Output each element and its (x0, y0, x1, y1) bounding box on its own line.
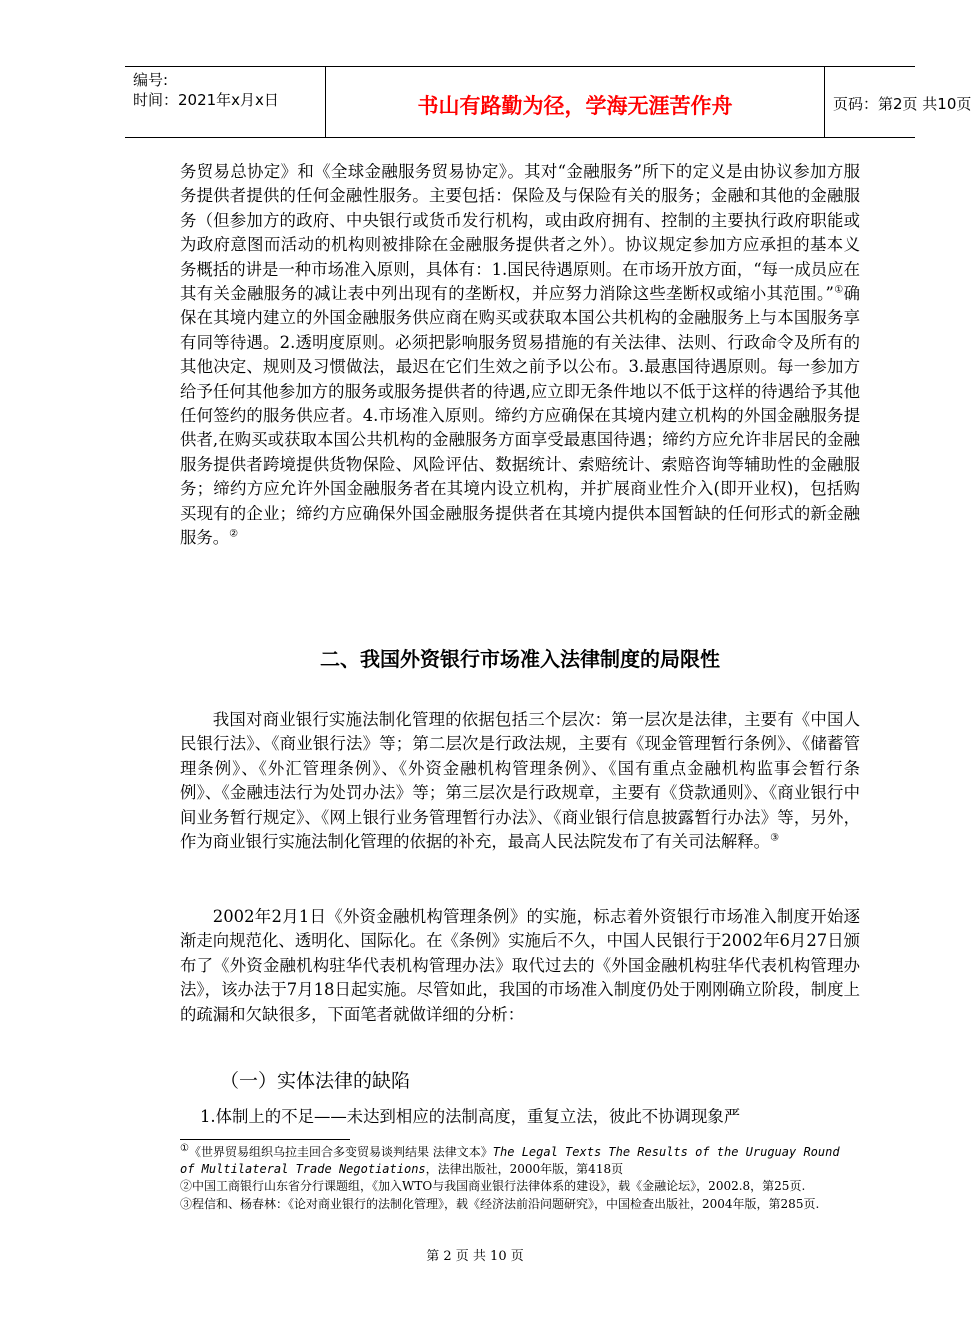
paragraph-3-text: 2002年2月1日《外资金融机构管理条例》的实施，标志着外资银行市场准入制度开始逐渐走向规范化、透明化、国际化。在《条例》实施后不久，中国人民银行于2002年6月27日颁布了《外资金融机构驻华代表机构管理办法》取代过去的《外国金融机构驻华代表机构管理办法》，该办法于7月18日起实施。尽管如此，我国的市场准入制度仍处于刚刚确立阶段，制度上的疏漏和欠缺很多，下面笔者就做详细的分析： (180, 907, 860, 1024)
paragraph-2 (180, 708, 860, 854)
number-label: 编号: (133, 71, 169, 89)
footnote-1-tail: ，法律出版社，2000年版，第418页 (425, 1161, 624, 1176)
footnote-ref-1[interactable]: ① (833, 284, 844, 296)
footnote-1 (180, 1144, 860, 1177)
footnote-ref-2[interactable]: ② (229, 528, 239, 540)
page-footer: 第 2 页 共 10 页 (426, 1249, 524, 1264)
paragraph-1-text: 务贸易总协定》和《全球金融服务贸易协定》。其对“金融服务”所下的定义是由协议参加方服务提供者提供的任何金融性服务。主要包括：保险及与保险有关的服务；金融和其他的金融服务（但参加方的政府、中央银行或货币发行机构，或由政府拥有、控制的主要执行政府职能或为政府意图而活动的机构则被排除在金融服务提供者之外）。协议规定参加方应承担的基本义务概括的讲是一种市场准入原则，具体有：1.国民待遇原则。在市场开放方面，“每一成员应在其有关金融服务的减让表中列出现有的垄断权，并应努力消除这些垄断权或缩小其范围。” (180, 162, 860, 304)
paragraph-1 (180, 160, 860, 551)
paragraph-3 (180, 905, 860, 1027)
time-label: 时间：2021年x月x日 (133, 91, 279, 109)
footnote-1-mark: ① (180, 1143, 189, 1154)
footnote-divider (180, 1139, 350, 1140)
subsection-title: （一）实体法律的缺陷 (220, 1070, 411, 1092)
section-title: 二、我国外资银行市场准入法律制度的局限性 (320, 647, 720, 671)
footnote-1-text: 《世界贸易组织乌拉圭回合多变贸易谈判结果 法律文本》 (188, 1145, 493, 1159)
footnote-3: ③程信和、杨春林：《论对商业银行的法制化管理》，载《经济法前沿问题研究》，中国检查出版社，2004年版，第285页. (180, 1196, 820, 1211)
footnote-1-english: The Legal Texts The Results of the Uruguay Round of Multilateral Trade Negotiations (180, 1145, 840, 1176)
header-motto-cell (326, 67, 825, 137)
page-code: 页码：第2页 共10页 (833, 95, 971, 113)
list-item-1: 1.体制上的不足——未达到相应的法制高度，重复立法，彼此不协调现象严 (200, 1107, 741, 1126)
footnote-2: ②中国工商银行山东省分行课题组，《加入WTO与我国商业银行法律体系的建设》，载《金融论坛》，2002.8，第25页. (180, 1179, 806, 1193)
header-meta-cell (125, 67, 326, 137)
header-page-cell (825, 67, 971, 137)
paragraph-1-cont: 确保在其境内建立的外国金融服务供应商在购买或获取本国公共机构的金融服务上与本国服务享有同等待遇。2.透明度原则。必须把影响服务贸易措施的有关法律、法则、行政命令及所有的其他决定、规则及习惯做法，最迟在它们生效之前予以公布。3.最惠国待遇原则。每一参加方给予任何其他参加方的服务或服务提供者的待遇,应立即无条件地以不低于这样的待遇给予其他任何签约的服务供应者。4.市场准入原则。缔约方应确保在其境内建立机构的外国金融服务提供者,在购买或获取本国公共机构的金融服务方面享受最惠国待遇；缔约方应允许非居民的金融服务提供者跨境提供货物保险、风险评估、数据统计、索赔统计、索赔咨询等辅助性的金融服务；缔约方应允许外国金融服务者在其境内设立机构，并扩展商业性介入(即开业权)，包括购买现有的企业；缔约方应确保外国金融服务提供者在其境内提供本国暂缺的任何形式的新金融服务。 (180, 284, 860, 548)
page-header (125, 66, 971, 138)
footnote-ref-3[interactable]: ③ (770, 832, 780, 844)
motto: 书山有路勤为径，学海无涯苦作舟 (417, 94, 733, 118)
footnotes (180, 1144, 860, 1213)
paragraph-2-text: 我国对商业银行实施法制化管理的依据包括三个层次：第一层次是法律，主要有《中国人民银行法》、《商业银行法》等；第二层次是行政法规，主要有《现金管理暂行条例》、《储蓄管理条例》、《外汇管理条例》、《外资金融机构管理条例》、《国有重点金融机构监事会暂行条例》、《金融违法行为处罚办法》等；第三层次是行政规章，主要有《贷款通则》、《商业银行中间业务暂行规定》、《网上银行业务管理暂行办法》、《商业银行信息披露暂行办法》等，另外，作为商业银行实施法制化管理的依据的补充，最高人民法院发布了有关司法解释。 (180, 710, 860, 852)
